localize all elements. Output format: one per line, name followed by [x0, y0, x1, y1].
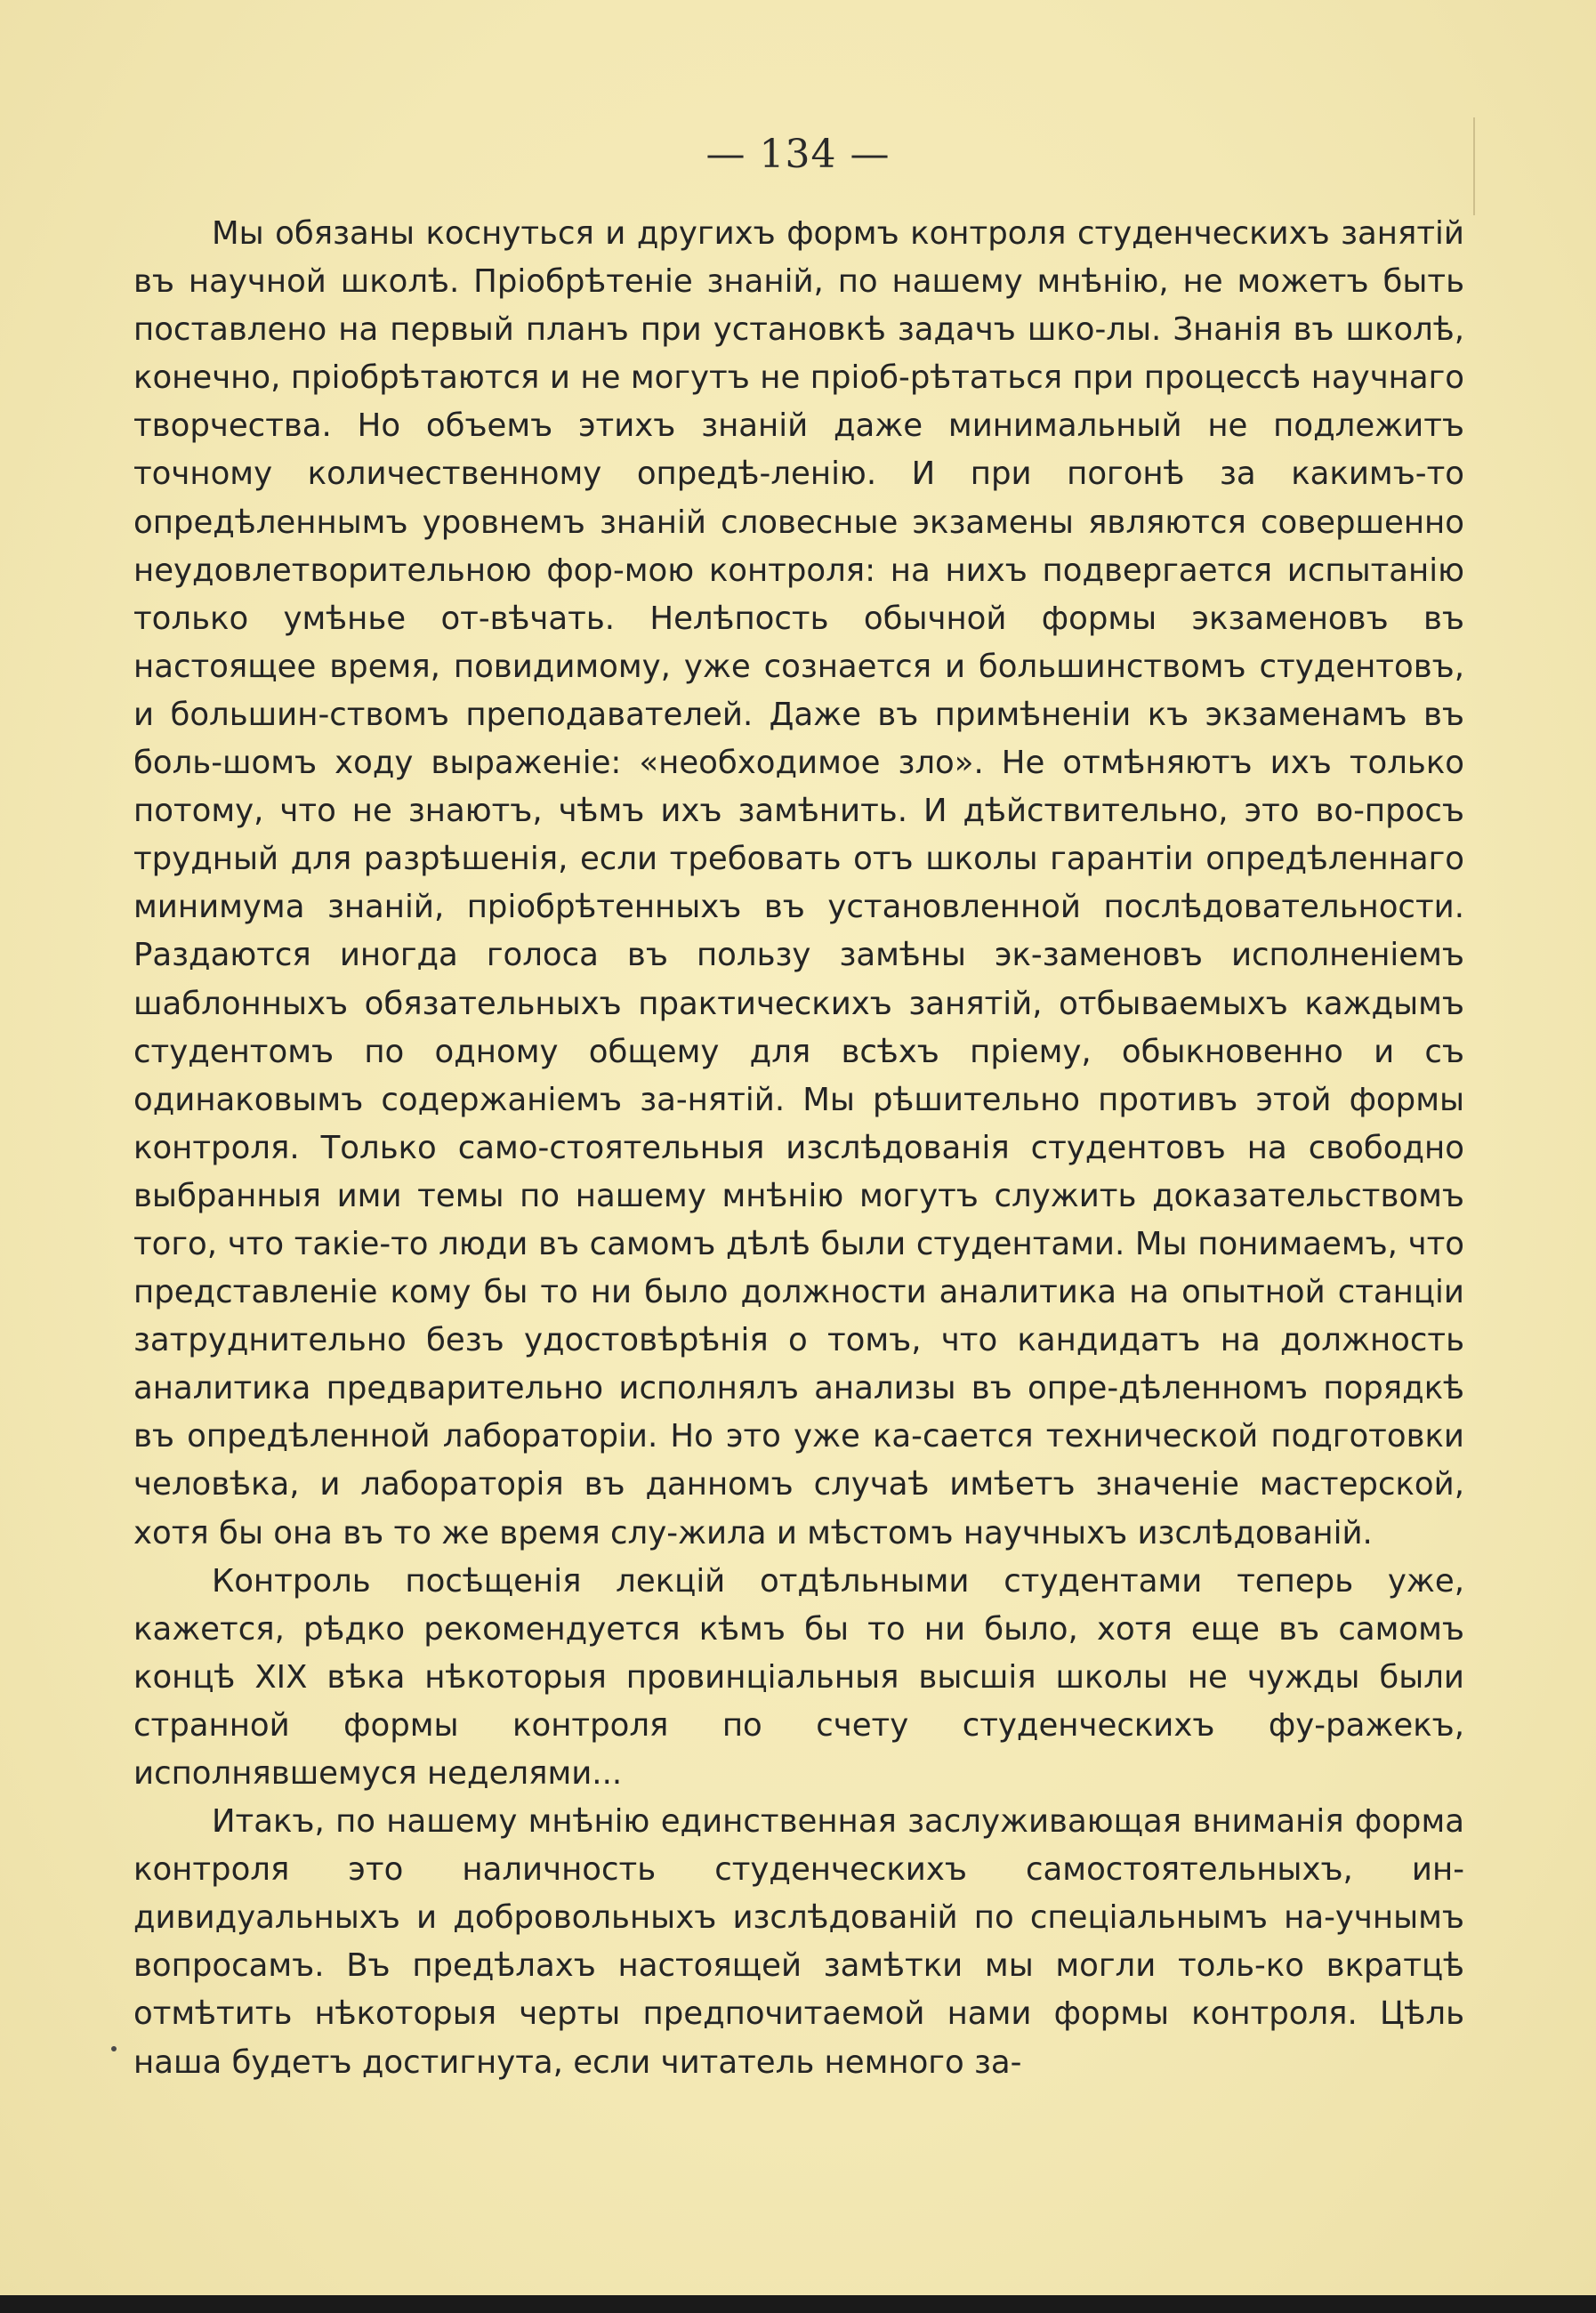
body-text: [133, 210, 1464, 2087]
ink-speck: [111, 2046, 117, 2051]
page-number: — 134 —: [705, 132, 891, 177]
paragraph-1: Мы обязаны коснуться и другихъ формъ контроля студенческихъ занятій въ научной школѣ. Пріобрѣтеніе знаній, по нашему мнѣнію, не можетъ быть поставлено на первый планъ при установкѣ задачъ шко-лы. Знанія въ школѣ, конечно, пріобрѣтаются и не могутъ не пріоб-рѣтаться при процессѣ научнаго творчества. Но объемъ этихъ знаній даже минимальный не подлежитъ точному количественному опредѣ-ленію. И при погонѣ за какимъ-то опредѣленнымъ уровнемъ знаній словесные экзамены являются совершенно неудовлетворительною фор-мою контроля: на нихъ подвергается испытанію только умѣнье от-вѣчать. Нелѣпость обычной формы экзаменовъ въ настоящее время, повидимому, уже сознается и большинствомъ студентовъ, и большин-ствомъ преподавателей. Даже въ примѣненіи къ экзаменамъ въ боль-шомъ ходу выраженіе: «необходимое зло». Не отмѣняютъ ихъ только потому, что не знаютъ, чѣмъ ихъ замѣнить. И дѣйствительно, это во-просъ трудный для разрѣшенія, если требовать отъ школы гарантіи опредѣленнаго минимума знаній, пріобрѣтенныхъ въ установленной послѣдовательности. Раздаются иногда голоса въ пользу замѣны эк-заменовъ исполненіемъ шаблонныхъ обязательныхъ практическихъ занятій, отбываемыхъ каждымъ студентомъ по одному общему для всѣхъ пріему, обыкновенно и съ одинаковымъ содержаніемъ за-нятій. Мы рѣшительно противъ этой формы контроля. Только само-стоятельныя изслѣдованія студентовъ на свободно выбранныя ими темы по нашему мнѣнію могутъ служить доказательствомъ того, что такіе-то люди въ самомъ дѣлѣ были студентами. Мы понимаемъ, что представленіе кому бы то ни было должности аналитика на опытной станціи затруднительно безъ удостовѣрѣнія о томъ, что кандидатъ на должность аналитика предварительно исполнялъ анализы въ опре-дѣленномъ порядкѣ въ опредѣленной лабораторіи. Но это уже ка-сается технической подготовки человѣка, и лабораторія въ данномъ случаѣ имѣетъ значеніе мастерской, хотя бы она въ то же время слу-жила и мѣстомъ научныхъ изслѣдованій.: [133, 215, 1464, 1551]
paragraph-3: Итакъ, по нашему мнѣнію единственная заслуживающая вниманія форма контроля это наличность студенческихъ самостоятельныхъ, ин-дивидуальныхъ и добровольныхъ изслѣдованій по спеціальнымъ на-учнымъ вопросамъ. Въ предѣлахъ настоящей замѣтки мы могли толь-ко вкратцѣ отмѣтить нѣкоторыя черты предпочитаемой нами формы контроля. Цѣль наша будетъ достигнута, если читатель немного за-: [133, 1803, 1464, 2081]
paragraph-2: Контроль посѣщенія лекцій отдѣльными студентами теперь уже, кажется, рѣдко рекомендуется кѣмъ бы то ни было, хотя еще въ самомъ концѣ XIX вѣка нѣкоторыя провинціальныя высшія школы не чужды были странной формы контроля по счету студенческихъ фу-ражекъ, исполнявшемуся неделями...: [133, 1562, 1464, 1792]
page-bottom-edge: [0, 2295, 1596, 2313]
